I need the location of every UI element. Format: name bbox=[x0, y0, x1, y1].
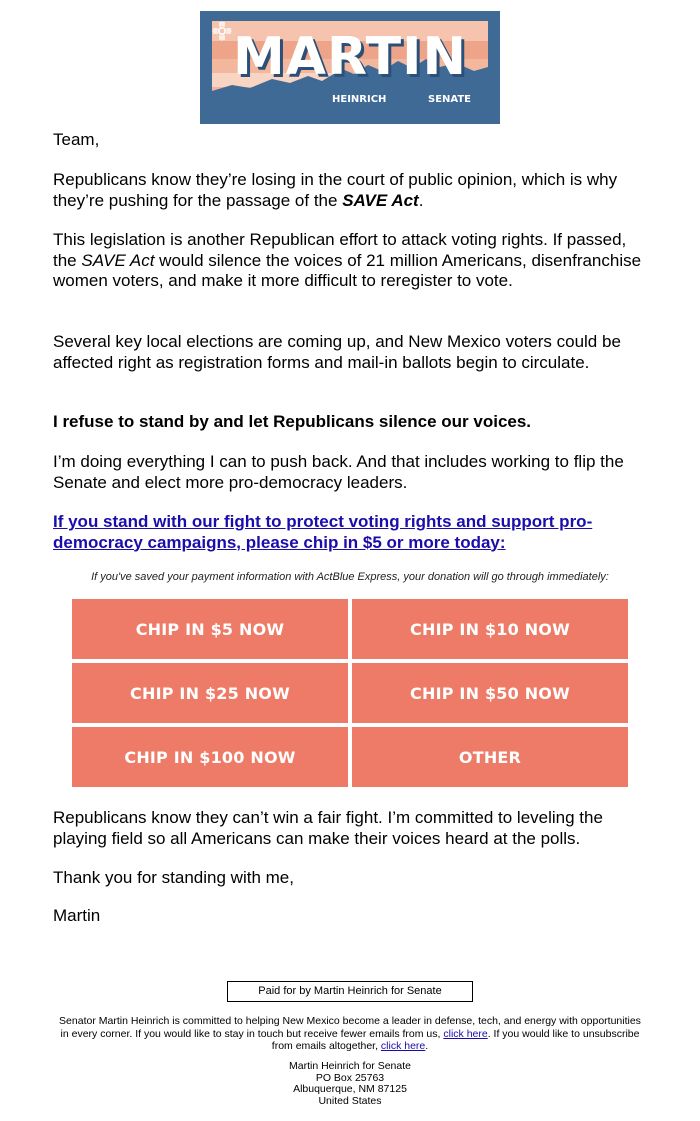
fewer-emails-link[interactable]: click here bbox=[443, 1027, 488, 1040]
logo-artwork bbox=[212, 21, 488, 114]
logo-sub-right: SENATE bbox=[428, 94, 472, 105]
signature: Martin bbox=[53, 906, 101, 925]
address-line: Martin Heinrich for Senate bbox=[289, 1060, 411, 1072]
closing-line: Thank you for standing with me, bbox=[53, 868, 294, 887]
chip-in-25-button[interactable]: CHIP IN $25 NOW bbox=[72, 663, 348, 723]
paragraph-3: Several key local elections are coming up, and New Mexico voters could be affected right as registration forms and mail-in ballots begin to circulate. bbox=[53, 332, 621, 372]
save-act-emphasis: SAVE Act bbox=[342, 190, 419, 210]
chip-in-10-button[interactable]: CHIP IN $10 NOW bbox=[352, 599, 628, 659]
logo-sub-left: HEINRICH bbox=[332, 94, 387, 105]
footer-disclaimer bbox=[55, 1015, 645, 1053]
disclaimer-text-1: Senator Martin Heinrich is committed to helping New Mexico become a leader in defense, tech, and energy with opportunities in every corner. If you would like to stay in touch but receive fewer emails from us, bbox=[59, 1015, 641, 1040]
greeting: Team, bbox=[53, 130, 100, 149]
actblue-express-note: If you've saved your payment information with ActBlue Express, your donation will go through immediately: bbox=[91, 571, 609, 583]
paragraph-2-text: This legislation is another Republican effort to attack voting rights. If passed, the bbox=[53, 230, 627, 270]
address-line: PO Box 25763 bbox=[315, 1071, 385, 1084]
paragraph-1 bbox=[53, 170, 653, 211]
paragraph-2-rest: would silence the voices of 21 million Americans, disenfranchise women voters, and make it more difficult to reregister to vote. bbox=[53, 250, 642, 290]
campaign-logo bbox=[200, 11, 500, 124]
save-act-italic: SAVE Act bbox=[81, 250, 155, 270]
paragraph-5: I’m doing everything I can to push back. And that includes working to flip the Senate and elect more pro-democracy leaders. bbox=[53, 452, 624, 492]
mailing-address bbox=[0, 1061, 700, 1107]
zia-sun-icon bbox=[212, 21, 232, 41]
cta-paragraph bbox=[53, 512, 653, 553]
other-amount-button[interactable]: OTHER bbox=[352, 727, 628, 787]
chip-in-50-button[interactable]: CHIP IN $50 NOW bbox=[352, 663, 628, 723]
unsubscribe-link[interactable]: click here bbox=[380, 1040, 426, 1052]
paragraph-2 bbox=[53, 230, 653, 292]
logo-name: MARTIN bbox=[232, 27, 468, 87]
paragraph-1-text: Republicans know they’re losing in the court of public opinion, which is why they’re pushing for the passage of the bbox=[53, 170, 618, 210]
bold-statement: I refuse to stand by and let Republicans silence our voices. bbox=[53, 412, 532, 431]
paid-for-box: Paid for by Martin Heinrich for Senate bbox=[227, 981, 473, 1002]
disclaimer-text-2: . If you would like to unsubscribe from emails altogether, bbox=[271, 1027, 640, 1052]
donate-cta-link[interactable]: If you stand with our fight to protect voting rights and support pro-democracy campaigns, please chip in $5 or more today: bbox=[53, 512, 593, 552]
paragraph-6: Republicans know they can’t win a fair fight. I’m committed to leveling the playing field so all Americans can make their voices heard at the polls. bbox=[53, 808, 603, 848]
disclaimer-text-3: . bbox=[425, 1040, 429, 1052]
paragraph-1-end: . bbox=[418, 190, 424, 210]
chip-in-100-button[interactable]: CHIP IN $100 NOW bbox=[72, 727, 348, 787]
chip-in-5-button[interactable]: CHIP IN $5 NOW bbox=[72, 599, 348, 659]
address-line: Albuquerque, NM 87125 bbox=[293, 1083, 407, 1095]
donation-button-grid bbox=[72, 599, 628, 787]
address-line: United States bbox=[318, 1094, 382, 1107]
